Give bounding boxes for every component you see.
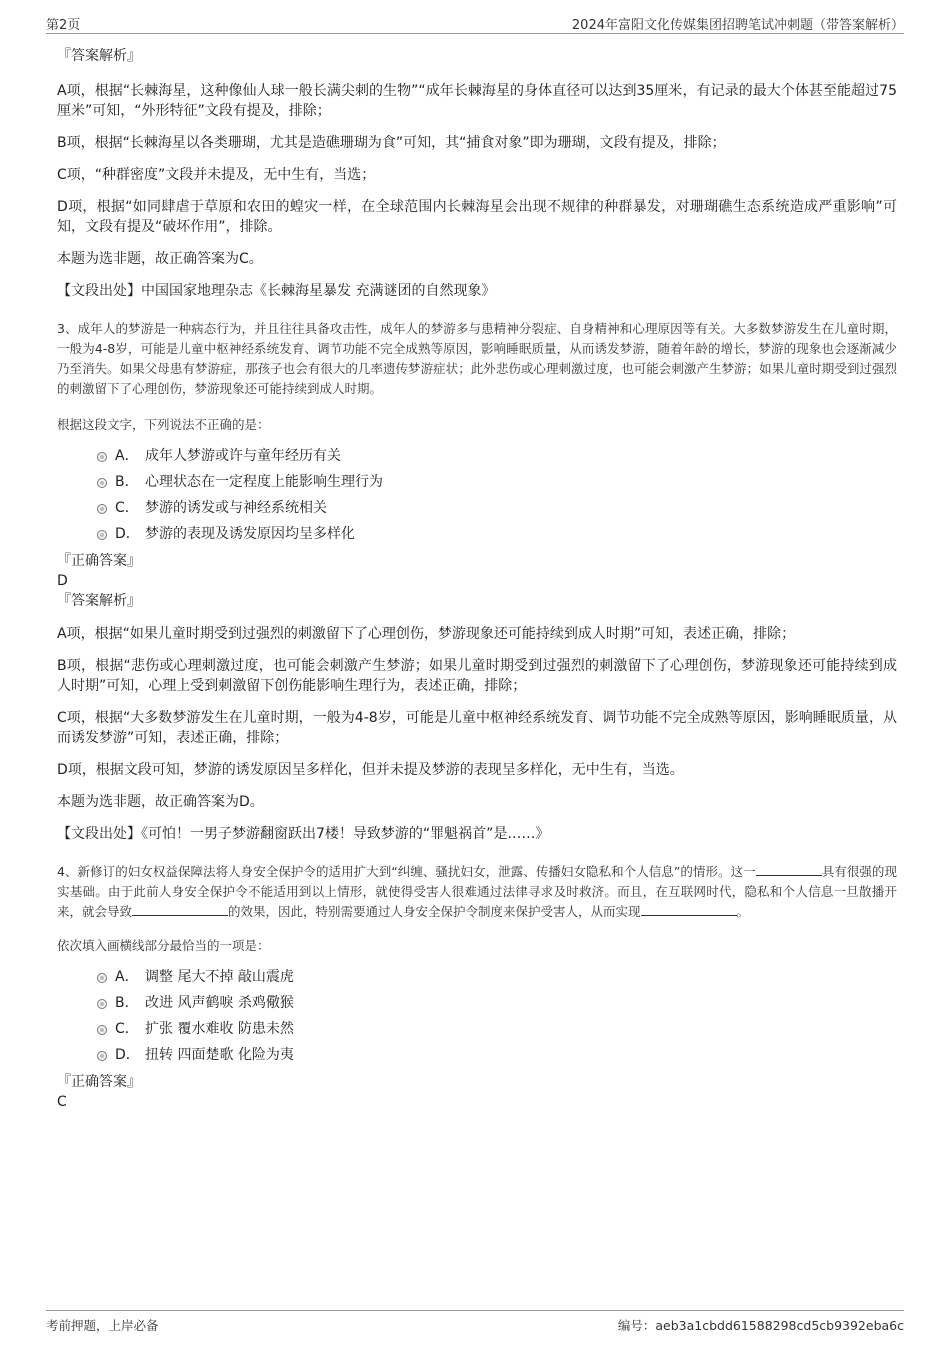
footer-slogan: 考前押题，上岸必备 <box>46 1318 159 1333</box>
q3-option-a[interactable]: A． 成年人梦游或许与童年经历有关 <box>97 443 897 469</box>
q3-explanation-c: C项，根据“大多数梦游发生在儿童时期，一般为4-8岁，可能是儿童中枢神经系统发育、调节功能不完全成熟等原因，影响睡眠质量，从而诱发梦游”可知，表述正确，排除； <box>57 710 897 746</box>
document-id: 编号：aeb3a1cbdd61588298cd5cb9392eba6c <box>617 1318 904 1333</box>
q4-option-b[interactable]: B． 改进 风声鹤唳 杀鸡儆猴 <box>97 990 897 1016</box>
q2-source: 【文段出处】中国国家地理杂志《长棘海星暴发 充满谜团的自然现象》 <box>57 283 496 299</box>
page-header <box>46 14 904 34</box>
q2-explanation-c: C项，“种群密度”文段并未提及，无中生有，当选； <box>57 167 376 183</box>
fill-blank-2[interactable] <box>132 902 228 916</box>
fill-blank-1[interactable] <box>756 862 822 876</box>
radio-button-icon[interactable] <box>97 504 107 514</box>
radio-button-icon[interactable] <box>97 1025 107 1035</box>
q3-analysis-label: 『答案解析』 <box>57 593 141 609</box>
q3-option-d[interactable]: D． 梦游的表现及诱发原因均呈多样化 <box>97 521 897 547</box>
radio-button-icon[interactable] <box>97 530 107 540</box>
q2-explanation-a: A项，根据“长棘海星，这种像仙人球一般长满尖刺的生物”“成年长棘海星的身体直径可以达到35厘米，有记录的最大个体甚至能超过75厘米”可知，“外形特征”文段有提及，排除； <box>57 83 897 119</box>
q2-conclusion: 本题为选非题，故正确答案为C。 <box>57 251 263 267</box>
q4-passage: 4、新修订的妇女权益保障法将人身安全保护令的适用扩大到“纠缠、骚扰妇女，泄露、传播妇女隐私和个人信息”的情形。这一 具有很强的现实基础。由于此前人身安全保护令不能适用到以上情形，就使得受害人很难通过法律寻求及时救济。而且，在互联网时代，隐私和个人信息一旦散播开来，就会导致 的效果，因此，特别需要通过人身安全保护令制度来保护受害人，从而实现 。 <box>57 864 897 919</box>
q2-explanation-d: D项，根据“如同肆虐于草原和农田的蝗灾一样，在全球范围内长棘海星会出现不规律的种群暴发，对珊瑚礁生态系统造成严重影响”可知，文段有提及“破坏作用”，排除。 <box>57 199 897 235</box>
q4-option-d[interactable]: D． 扭转 四面楚歌 化险为夷 <box>97 1042 897 1068</box>
page-footer <box>46 1310 904 1332</box>
q3-options <box>97 443 897 547</box>
q4-options <box>97 964 897 1068</box>
q4-prompt: 依次填入画横线部分最恰当的一项是： <box>57 938 270 953</box>
q3-explanation-d: D项，根据文段可知，梦游的诱发原因呈多样化，但并未提及梦游的表现呈多样化，无中生有，当选。 <box>57 762 684 778</box>
document-title: 2024年富阳文化传媒集团招聘笔试冲刺题（带答案解析） <box>571 18 904 33</box>
q2-analysis-label: 『答案解析』 <box>57 48 141 64</box>
q4-option-c[interactable]: C． 扩张 覆水难收 防患未然 <box>97 1016 897 1042</box>
q3-option-b[interactable]: B． 心理状态在一定程度上能影响生理行为 <box>97 469 897 495</box>
q3-passage: 3、成年人的梦游是一种病态行为，并且往往具备攻击性，成年人的梦游多与患精神分裂症、自身精神和心理原因等有关。大多数梦游发生在儿童时期，一般为4-8岁，可能是儿童中枢神经系统发育、调节功能不完全成熟等原因，影响睡眠质量，从而诱发梦游，随着年龄的增长，梦游的现象也会逐渐减少乃至消失。如果父母患有梦游症，那孩子也会有很大的几率遗传梦游症状；此外悲伤或心理刺激过度，也可能会刺激产生梦游；如果儿童时期受到过强烈的刺激留下了心理创伤，梦游现象还可能持续到成人时期。 <box>57 321 897 396</box>
radio-button-icon[interactable] <box>97 1051 107 1061</box>
radio-button-icon[interactable] <box>97 452 107 462</box>
q3-explanation-b: B项，根据“悲伤或心理刺激过度，也可能会刺激产生梦游；如果儿童时期受到过强烈的刺激留下了心理创伤，梦游现象还可能持续到成人时期”可知，心理上受到刺激留下创伤能影响生理行为，表述正确，排除； <box>57 658 897 694</box>
q3-source: 【文段出处】《可怕！一男子梦游翻窗跃出7楼！导致梦游的“罪魁祸首”是……》 <box>57 826 550 842</box>
radio-button-icon[interactable] <box>97 973 107 983</box>
fill-blank-3[interactable] <box>641 902 737 916</box>
q3-option-c[interactable]: C． 梦游的诱发或与神经系统相关 <box>97 495 897 521</box>
q3-conclusion: 本题为选非题，故正确答案为D。 <box>57 794 264 810</box>
radio-button-icon[interactable] <box>97 999 107 1009</box>
q3-prompt: 根据这段文字，下列说法不正确的是： <box>57 417 270 432</box>
radio-button-icon[interactable] <box>97 478 107 488</box>
q3-answer-label: 『正确答案』 <box>57 553 141 569</box>
document-body <box>57 46 897 1112</box>
q2-explanation-b: B项，根据“长棘海星以各类珊瑚，尤其是造礁珊瑚为食”可知，其“捕食对象”即为珊瑚，文段有提及，排除； <box>57 135 726 151</box>
q4-answer: C <box>57 1094 67 1110</box>
page-number: 第2页 <box>46 18 81 33</box>
q3-answer: D <box>57 573 68 589</box>
q4-option-a[interactable]: A． 调整 尾大不掉 敲山震虎 <box>97 964 897 990</box>
q4-answer-label: 『正确答案』 <box>57 1074 141 1090</box>
q3-explanation-a: A项，根据“如果儿童时期受到过强烈的刺激留下了心理创伤，梦游现象还可能持续到成人时期”可知，表述正确，排除； <box>57 626 796 642</box>
